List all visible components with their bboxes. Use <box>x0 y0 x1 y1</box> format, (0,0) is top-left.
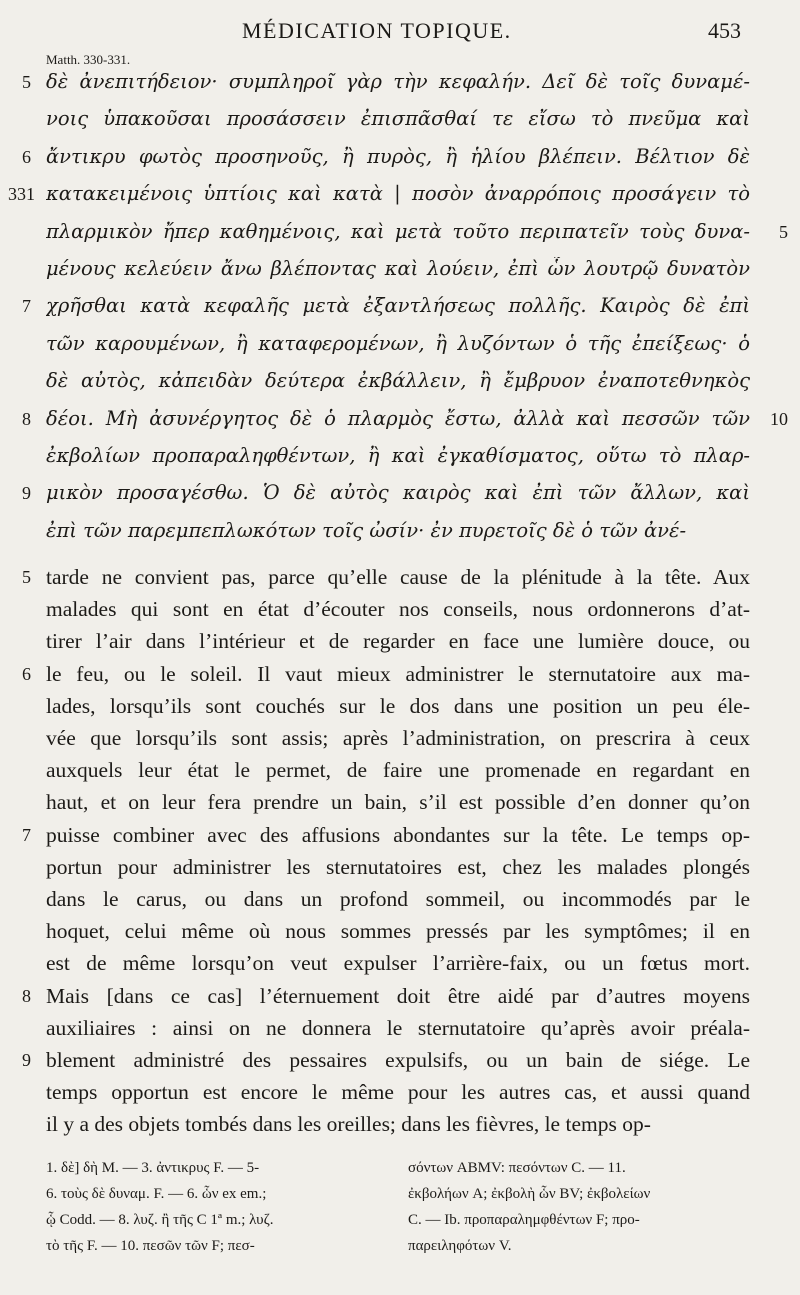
french-line-text: portun pour administrer les sternutatoires est, chez les malades plongés <box>46 854 750 879</box>
french-line-text: tarde ne convient pas, parce qu’elle cause de la plénitude à la tête. Aux <box>46 565 750 589</box>
line-marker-right: 10 <box>770 408 788 429</box>
greek-line <box>0 257 800 291</box>
greek-line-text: μένους κελεύειν ἄνω βλέποντας καὶ λούειν, ἐπὶ ὧν λουτρῷ δυνατὸν <box>46 257 750 280</box>
french-line <box>0 597 800 631</box>
greek-line <box>0 107 800 141</box>
french-line-text: auxquels leur état le permet, de faire une promenade en regardant en <box>46 758 750 783</box>
french-line-text: temps opportun est encore le même pour les autres cas, et aussi quand <box>46 1080 750 1105</box>
greek-line-text: ἄντικρυ φωτὸς προσηνοῦς, ἢ πυρὸς, ἢ ἡλίου βλέπειν. Βέλτιον δὲ <box>46 144 750 168</box>
footnote-line: ᾧ Codd. — 8. λυζ. ἢ τῆς C 1ª m.; λυζ. <box>46 1212 274 1228</box>
line-marker-left: 5 <box>22 72 31 92</box>
footnote-line: ἐκβολήων A; ἐκβολὴ ὧν BV; ἐκβολείων <box>408 1186 651 1202</box>
greek-line-text: νοις ὑπακοῦσαι προσάσσειν ἐπισπᾶσθαί τε εἴσω τὸ πνεῦμα καὶ <box>46 107 750 131</box>
footnote-line: παρειληφότων V. <box>408 1238 512 1254</box>
footnote-line: 6. τοὺς δὲ δυναμ. F. — 6. ὧν ex em.; <box>46 1186 267 1202</box>
french-line-text: vée que lorsqu’ils sont assis; après l’administration, on prescrira à ceux <box>46 726 750 750</box>
line-marker-left: 7 <box>22 824 31 845</box>
french-line-text: dans le carus, ou dans un profond sommeil, ou incommodés par le <box>46 887 750 911</box>
french-line <box>0 565 800 599</box>
french-line-text: tirer l’air dans l’intérieur et de regarder en face une lumière douce, ou <box>46 629 750 654</box>
line-marker-left: 9 <box>22 1050 31 1070</box>
footnote-line: 1. δὲ] δὴ M. — 3. ἀντικρυς F. — 5- <box>46 1160 260 1176</box>
greek-line <box>0 182 800 216</box>
footnotes-right-column <box>408 1155 750 1259</box>
line-marker-left: 8 <box>22 408 31 429</box>
line-marker-left: 8 <box>22 985 31 1006</box>
french-line <box>0 823 800 857</box>
french-line-text: est de même lorsqu’on veut expulser l’arrière-faix, ou un fœtus mort. <box>46 951 750 976</box>
greek-line <box>0 294 800 328</box>
footnote-line: σόντων ABMV: πεσόντων C. — 11. <box>408 1160 626 1176</box>
greek-line-text: μικὸν προσαγέσθω. Ὁ δὲ αὐτὸς καιρὸς καὶ ἐπὶ τῶν ἄλλων, καὶ <box>46 481 750 505</box>
footnote-line: τὸ τῆς F. — 10. πεσῶν τῶν F; πεσ- <box>46 1238 255 1254</box>
greek-line <box>0 70 800 104</box>
greek-line-text: δέοι. Μὴ ἀσυνέργητος δὲ ὁ πλαρμὸς ἔστω, ἀλλὰ καὶ πεσσῶν τῶν <box>46 406 750 430</box>
french-line <box>0 1048 800 1082</box>
greek-line-text: κατακειμένοις ὑπτίοις καὶ κατὰ | ποσὸν ἀναρρόποις προσάγειν τὸ <box>46 182 750 206</box>
french-line <box>0 629 800 663</box>
french-line-text: Mais [dans ce cas] l’éternuement doit être aidé par d’autres moyens <box>46 983 750 1008</box>
line-marker-left: 6 <box>22 663 31 684</box>
greek-line <box>0 332 800 366</box>
french-line <box>0 726 800 760</box>
french-line <box>0 694 800 728</box>
source-reference: Matth. 330-331. <box>46 52 131 67</box>
footnotes-left-column <box>46 1155 388 1259</box>
french-line-text: le feu, ou le soleil. Il vaut mieux administrer le sternutatoire aux ma- <box>46 661 750 686</box>
line-marker-left: 9 <box>22 483 31 504</box>
french-line <box>0 758 800 792</box>
french-line-text: hoquet, celui même où nous sommes pressés par les symptômes; il en <box>46 919 750 944</box>
french-line <box>0 887 800 921</box>
french-line-text: auxiliaires : ainsi on ne donnera le sternutatoire qu’après avoir préala- <box>46 1015 750 1040</box>
line-marker-right: 5 <box>779 221 788 242</box>
french-line <box>0 855 800 889</box>
footnotes <box>46 1155 750 1265</box>
greek-line-text: πλαρμικὸν ἤπερ καθημένοις, καὶ μετὰ τοῦτο περιπατεῖν τοὺς δυνα- <box>46 219 750 243</box>
page-number: 453 <box>708 18 741 43</box>
french-line <box>0 790 800 824</box>
french-line-text: blement administré des pessaires expulsifs, ou un bain de siége. Le <box>46 1048 750 1072</box>
french-line-text: malades qui sont en état d’écouter nos conseils, nous ordonnerons d’at- <box>46 597 750 622</box>
greek-line-text: ἐκβολίων προπαραληφθέντων, ἢ καὶ ἐγκαθίσματος, οὕτω τὸ πλαρ- <box>46 444 750 467</box>
french-line-text: lades, lorsqu’ils sont couchés sur le dos dans une position un peu éle- <box>46 693 750 718</box>
french-line <box>0 951 800 985</box>
line-marker-left: 7 <box>22 296 31 317</box>
french-line <box>0 1016 800 1050</box>
greek-line-text: δὲ αὐτὸς, κἀπειδὰν δεύτερα ἐκβάλλειν, ἢ ἔμβρυον ἐναποτεθνηκὸς <box>46 369 750 393</box>
french-line-text: puisse combiner avec des affusions abondantes sur la tête. Le temps op- <box>46 822 750 847</box>
french-line <box>0 662 800 696</box>
greek-line <box>0 481 800 515</box>
page-title: MÉDICATION TOPIQUE. <box>242 18 512 43</box>
french-line-text: haut, et on leur fera prendre un bain, s’il est possible d’en donner qu’on <box>46 790 750 815</box>
footnote-line: C. — Ib. προπαραλημφθέντων F; προ- <box>408 1212 640 1228</box>
french-line <box>0 984 800 1018</box>
french-line <box>0 1112 800 1146</box>
greek-line <box>0 145 800 179</box>
greek-line <box>0 369 800 403</box>
line-marker-left: 5 <box>22 567 31 587</box>
greek-line-text: ἐπὶ τῶν παρεμπεπλωκότων τοῖς ὠσίν· ἐν πυρετοῖς δὲ ὁ τῶν ἀνέ- <box>46 518 687 542</box>
greek-line <box>0 519 800 553</box>
french-line-text: il y a des objets tombés dans les oreilles; dans les fièvres, le temps op- <box>46 1112 651 1137</box>
french-line <box>0 1080 800 1114</box>
greek-line-text: χρῆσθαι κατὰ κεφαλῆς μετὰ ἐξαντλήσεως πολλῆς. Καιρὸς δὲ ἐπὶ <box>46 294 750 318</box>
line-marker-left: 6 <box>22 146 31 167</box>
greek-line <box>0 407 800 441</box>
greek-line <box>0 220 800 254</box>
french-line <box>0 919 800 953</box>
greek-line-text: τῶν καρουμένων, ἢ καταφερομένων, ἢ λυζόντων ὁ τῆς ἐπείξεως· ὁ <box>46 331 750 355</box>
line-marker-left: 331 <box>8 184 35 205</box>
greek-line-text: δὲ ἀνεπιτήδειον· συμπληροῖ γὰρ τὴν κεφαλήν. Δεῖ δὲ τοῖς δυναμέ- <box>46 70 750 93</box>
greek-line <box>0 444 800 478</box>
